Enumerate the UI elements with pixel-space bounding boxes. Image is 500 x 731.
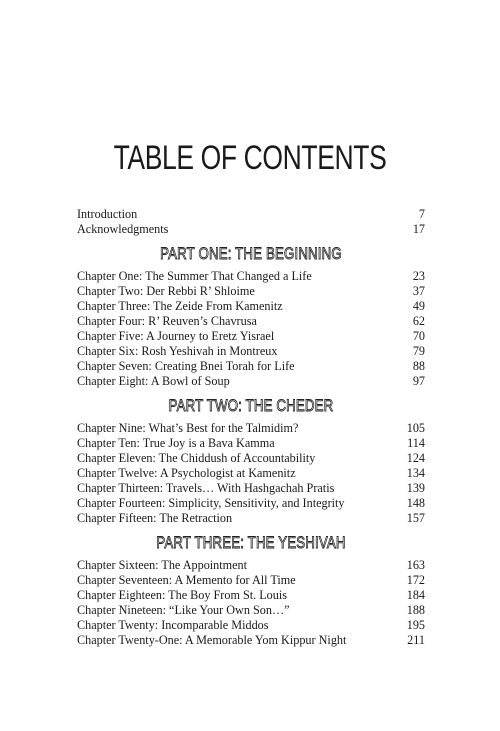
toc-entry[interactable] bbox=[77, 359, 425, 374]
toc-entry[interactable] bbox=[77, 269, 425, 284]
toc-entry-page: 172 bbox=[406, 573, 425, 587]
toc-entry-page: 88 bbox=[412, 359, 425, 373]
toc-entry-label: Chapter Eleven: The Chiddush of Accountability bbox=[77, 451, 316, 465]
toc-entry[interactable] bbox=[77, 421, 425, 436]
toc-entry-page: 163 bbox=[406, 558, 425, 572]
toc-entry-label: Chapter Fifteen: The Retraction bbox=[77, 511, 233, 525]
toc-entry-page: 139 bbox=[406, 481, 425, 495]
toc-entry[interactable] bbox=[77, 633, 425, 648]
part-three-section bbox=[77, 533, 425, 648]
part-heading: PART THREE: THE YESHIVAH bbox=[156, 533, 346, 552]
toc-entry-label: Chapter Eighteen: The Boy From St. Louis bbox=[77, 588, 287, 602]
part-one-section bbox=[77, 244, 425, 389]
toc-entry[interactable] bbox=[77, 558, 425, 573]
toc-entry-label: Chapter Sixteen: The Appointment bbox=[77, 558, 248, 572]
toc-entry-page: 188 bbox=[406, 603, 425, 617]
toc-entry-page: 17 bbox=[412, 222, 425, 236]
page-title: TABLE OF CONTENTS bbox=[113, 139, 387, 177]
toc-entry-acknowledgments[interactable] bbox=[77, 222, 425, 237]
toc-entry-page: 79 bbox=[412, 344, 425, 358]
toc-entry-label: Chapter Thirteen: Travels… With Hashgachah Pratis bbox=[77, 481, 335, 495]
toc-entry-label: Chapter Seven: Creating Bnei Torah for Life bbox=[77, 359, 295, 373]
toc-entry[interactable] bbox=[77, 314, 425, 329]
toc-entry[interactable] bbox=[77, 496, 425, 511]
toc-entry[interactable] bbox=[77, 451, 425, 466]
toc-entry-label: Chapter Seventeen: A Memento for All Time bbox=[77, 573, 296, 587]
toc-entry[interactable] bbox=[77, 374, 425, 389]
toc-entry-label: Chapter Eight: A Bowl of Soup bbox=[77, 374, 230, 388]
toc-entry[interactable] bbox=[77, 344, 425, 359]
toc-entry-page: 195 bbox=[406, 618, 425, 632]
toc-entry-label: Introduction bbox=[77, 207, 138, 221]
toc-entry[interactable] bbox=[77, 284, 425, 299]
toc-entry-label: Chapter Six: Rosh Yeshivah in Montreux bbox=[77, 344, 278, 358]
toc-entry-page: 148 bbox=[406, 496, 425, 510]
toc-entry[interactable] bbox=[77, 466, 425, 481]
toc-entry-page: 105 bbox=[406, 421, 425, 435]
toc-entry-label: Acknowledgments bbox=[77, 222, 169, 236]
toc-entry-page: 124 bbox=[406, 451, 425, 465]
toc-entry-label: Chapter Ten: True Joy is a Bava Kamma bbox=[77, 436, 275, 450]
toc-entry-label: Chapter Four: R’ Reuven’s Chavrusa bbox=[77, 314, 257, 328]
toc-entry[interactable] bbox=[77, 436, 425, 451]
toc-entry-label: Chapter Nine: What’s Best for the Talmidim? bbox=[77, 421, 299, 435]
toc-entry-page: 211 bbox=[407, 633, 425, 647]
toc-entry-introduction[interactable] bbox=[77, 207, 425, 222]
toc-entry-page: 7 bbox=[418, 207, 425, 221]
toc-entry[interactable] bbox=[77, 481, 425, 496]
toc-entry-label: Chapter Nineteen: “Like Your Own Son…” bbox=[77, 603, 290, 617]
toc-entry-page: 62 bbox=[412, 314, 425, 328]
toc-entry-label: Chapter One: The Summer That Changed a Life bbox=[77, 269, 312, 283]
toc-entry-page: 134 bbox=[406, 466, 425, 480]
part-heading: PART ONE: THE BEGINNING bbox=[160, 244, 342, 263]
toc-entry[interactable] bbox=[77, 329, 425, 344]
toc-entry-page: 49 bbox=[412, 299, 425, 313]
toc-entry[interactable] bbox=[77, 299, 425, 314]
toc-entry-page: 97 bbox=[412, 374, 425, 388]
toc-entry-page: 70 bbox=[412, 329, 425, 343]
toc-entry[interactable] bbox=[77, 618, 425, 633]
toc-entry[interactable] bbox=[77, 511, 425, 526]
toc-entry-label: Chapter Twelve: A Psychologist at Kamenitz bbox=[77, 466, 296, 480]
toc-entry-label: Chapter Five: A Journey to Eretz Yisrael bbox=[77, 329, 275, 343]
front-matter bbox=[77, 207, 425, 237]
toc-entry[interactable] bbox=[77, 588, 425, 603]
toc-entry-label: Chapter Two: Der Rebbi R’ Shloime bbox=[77, 284, 255, 298]
toc-entry-page: 114 bbox=[407, 436, 425, 450]
part-two-section bbox=[77, 396, 425, 526]
toc-entry-label: Chapter Fourteen: Simplicity, Sensitivity, and Integrity bbox=[77, 496, 345, 510]
toc-entry[interactable] bbox=[77, 573, 425, 588]
toc-entry-label: Chapter Three: The Zeide From Kamenitz bbox=[77, 299, 283, 313]
toc-entry-label: Chapter Twenty-One: A Memorable Yom Kippur Night bbox=[77, 633, 347, 647]
part-heading: PART TWO: THE CHEDER bbox=[168, 396, 334, 415]
toc-entry-page: 184 bbox=[406, 588, 425, 602]
table-of-contents bbox=[77, 207, 425, 648]
toc-entry-page: 157 bbox=[406, 511, 425, 525]
toc-entry-page: 37 bbox=[412, 284, 425, 298]
toc-entry[interactable] bbox=[77, 603, 425, 618]
toc-entry-page: 23 bbox=[412, 269, 425, 283]
toc-entry-label: Chapter Twenty: Incomparable Middos bbox=[77, 618, 269, 632]
